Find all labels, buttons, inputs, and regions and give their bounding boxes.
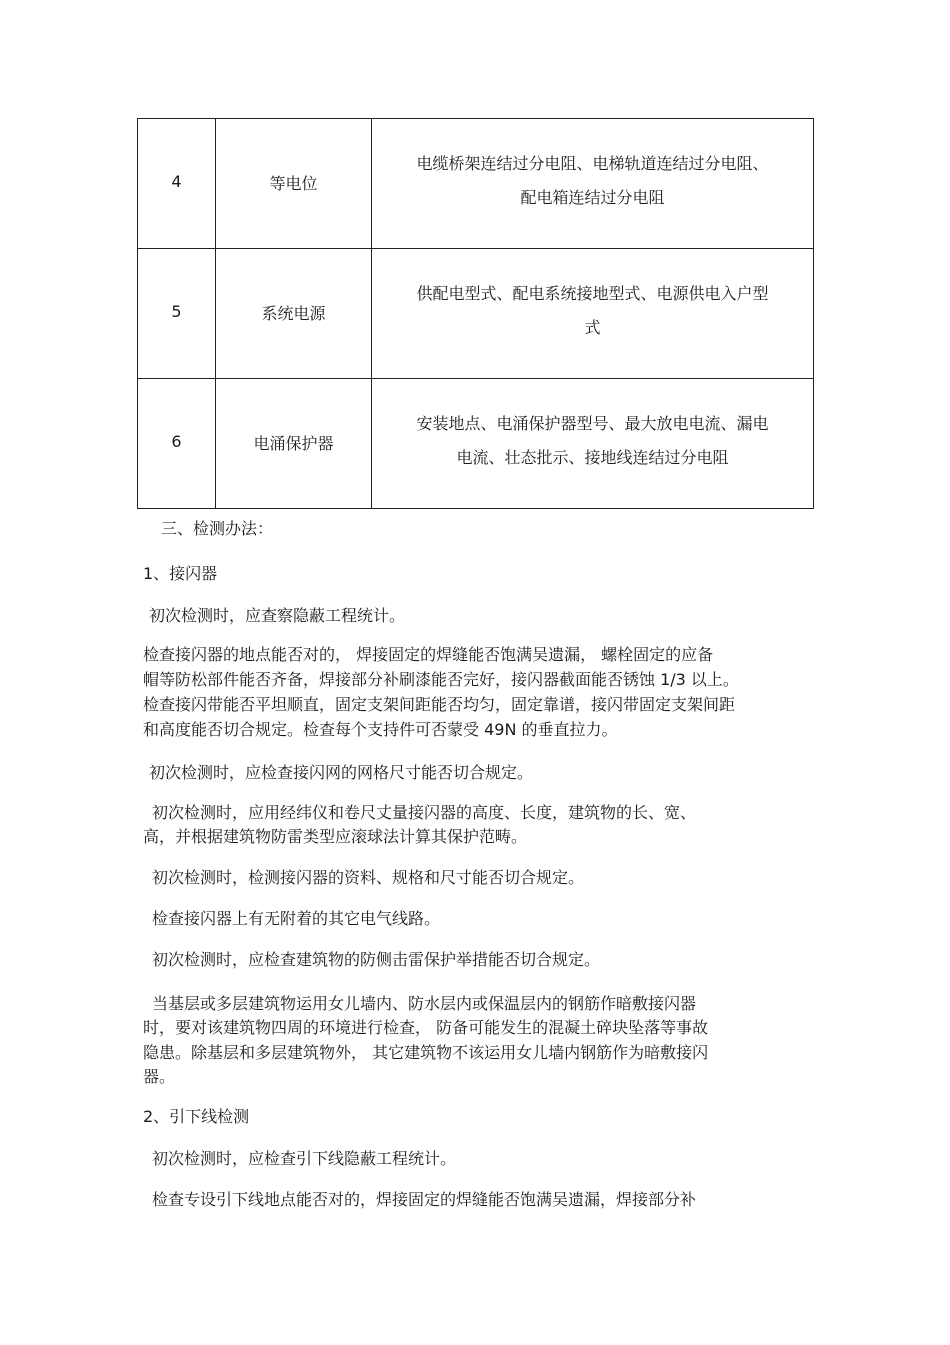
row-description: 电缆桥架连结过分电阻、电梯轨道连结过分电阻、 配电箱连结过分电阻 xyxy=(372,119,814,249)
row-item: 等电位 xyxy=(216,119,372,249)
paragraph-line: 时，要对该建筑物四周的环境进行检查， 防备可能发生的混凝土碎块坠落等事故 xyxy=(143,1018,709,1037)
row-item: 系统电源 xyxy=(216,249,372,379)
subsection-heading: 1、接闪器 xyxy=(143,564,218,583)
inspection-items-table xyxy=(137,118,814,509)
paragraph-line: 隐患。除基层和多层建筑物外， 其它建筑物不该运用女儿墙内钢筋作为暗敷接闪 xyxy=(143,1043,709,1062)
row-description: 供配电型式、配电系统接地型式、电源供电入户型 式 xyxy=(372,249,814,379)
table-row xyxy=(138,119,814,249)
row-number: 4 xyxy=(138,119,216,249)
paragraph-line: 器。 xyxy=(143,1067,176,1086)
paragraph-line: 检查接闪带能否平坦顺直，固定支架间距能否均匀，固定靠谱，接闪带固定支架间距 xyxy=(143,695,736,714)
paragraph: 检查接闪器上有无附着的其它电气线路。 xyxy=(152,909,441,928)
paragraph: 初次检测时，应检查引下线隐蔽工程统计。 xyxy=(152,1149,457,1168)
table-row xyxy=(138,249,814,379)
paragraph: 初次检测时，检测接闪器的资料、规格和尺寸能否切合规定。 xyxy=(152,868,585,887)
row-number: 5 xyxy=(138,249,216,379)
paragraph: 初次检测时，应查察隐蔽工程统计。 xyxy=(149,606,406,625)
subsection-heading: 2、引下线检测 xyxy=(143,1107,250,1126)
row-number: 6 xyxy=(138,379,216,509)
section-heading: 三、检测办法： xyxy=(161,519,274,538)
paragraph: 初次检测时，应检查接闪网的网格尺寸能否切合规定。 xyxy=(149,763,534,782)
paragraph: 初次检测时，应检查建筑物的防侧击雷保护举措能否切合规定。 xyxy=(152,950,601,969)
paragraph-line: 高，并根据建筑物防雷类型应滚球法计算其保护范畴。 xyxy=(143,827,528,846)
row-item: 电涌保护器 xyxy=(216,379,372,509)
paragraph-line: 帽等防松部件能否齐备，焊接部分补刷漆能否完好，接闪器截面能否锈蚀 1/3 以上。 xyxy=(143,670,739,689)
paragraph-line: 当基层或多层建筑物运用女儿墙内、防水层内或保温层内的钢筋作暗敷接闪器 xyxy=(152,994,697,1013)
paragraph-line: 初次检测时，应用经纬仪和卷尺丈量接闪器的高度、长度，建筑物的长、宽、 xyxy=(152,803,697,822)
paragraph: 检查专设引下线地点能否对的，焊接固定的焊缝能否饱满吴遗漏，焊接部分补 xyxy=(152,1190,697,1209)
paragraph-line: 检查接闪器的地点能否对的， 焊接固定的焊缝能否饱满吴遗漏， 螺栓固定的应备 xyxy=(143,645,714,664)
table-row xyxy=(138,379,814,509)
paragraph-line: 和高度能否切合规定。检查每个支持件可否蒙受 49N 的垂直拉力。 xyxy=(143,720,618,739)
row-description: 安装地点、电涌保护器型号、最大放电电流、漏电 电流、壮态批示、接地线连结过分电阻 xyxy=(372,379,814,509)
